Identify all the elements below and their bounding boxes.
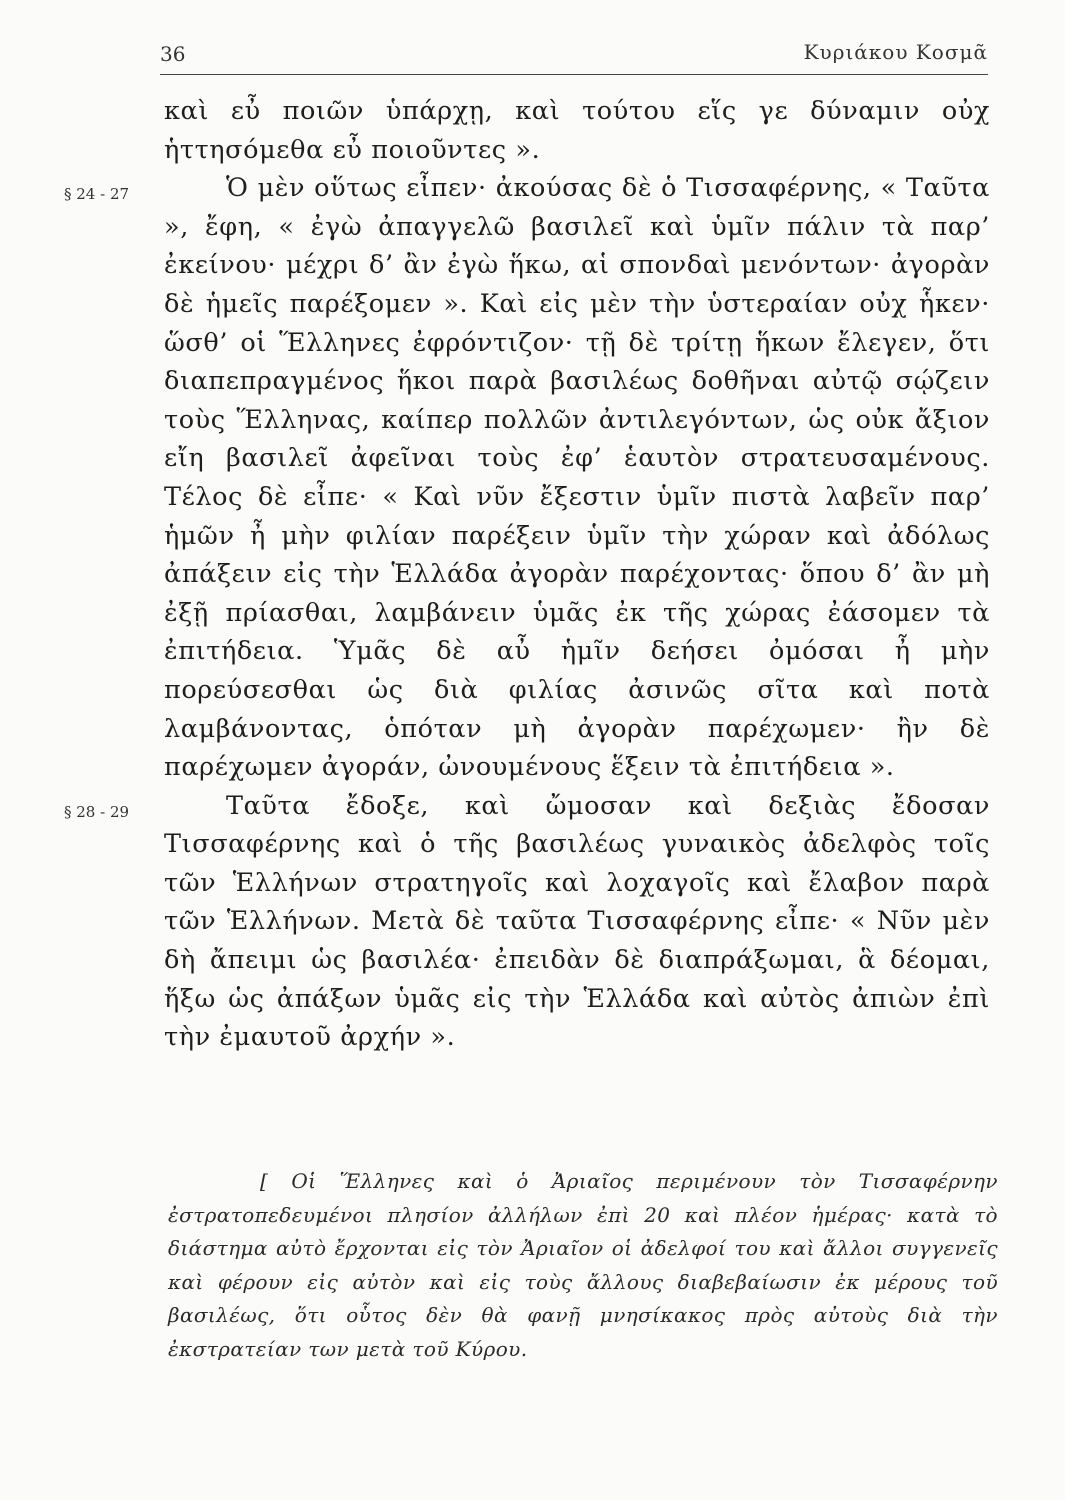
running-head: Κυριάκου Κοσμᾶ — [803, 40, 988, 64]
paragraph-section-24-27 — [64, 169, 990, 787]
body-text — [64, 92, 990, 1057]
section-marker: § 24 - 27 — [64, 185, 130, 204]
section-marker: § 28 - 29 — [64, 802, 130, 821]
paragraph-text: Ταῦτα ἔδοξε, καὶ ὤμοσαν καὶ δεξιὰς ἔδοσαν Τισσαφέρνης καὶ ὁ τῆς βασιλέως γυναικὸς ἀδελφὸς τοῖς τῶν Ἑλλήνων στρατηγοῖς καὶ λοχαγοῖς καὶ ἔλαβον παρὰ τῶν Ἑλλήνων. Μετὰ δὲ ταῦτα Τισσαφέρνης εἶπε· « Νῦν μὲν δὴ ἄπειμι ὡς βασιλέα· ἐπειδὰν δὲ διαπράξωμαι, ἃ δέομαι, ἥξω ὡς ἀπάξων ὑμᾶς εἰς τὴν Ἑλλάδα καὶ αὐτὸς ἀπιὼν ἐπὶ τὴν ἐμαυτοῦ ἀρχήν ». — [164, 790, 990, 1053]
page-number: 36 — [160, 42, 186, 66]
summary-note: [ Οἱ Ἕλληνες καὶ ὁ Ἀριαῖος περιμένουν τὸν Τισσαφέρνην ἐστρατοπεδευμένοι πλησίον ἀλλήλων ἐπὶ 20 καὶ πλέον ἡμέρας· κατὰ τὸ διάστημα αὐτὸ ἔρχονται εἰς τὸν Ἀριαῖον οἱ ἀδελφοί του καὶ ἄλλοι συγγενεῖς καὶ φέρουν εἰς αὐτὸν καὶ εἰς τοὺς ἄλλους διαβεβαίωσιν ἐκ μέρους τοῦ βασιλέως, ὅτι οὗτος δὲν θὰ φανῇ μνησίκακος πρὸς αὐτοὺς διὰ τὴν ἐκστρατείαν των μετὰ τοῦ Κύρου. — [168, 1169, 998, 1361]
page-header — [160, 38, 988, 75]
paragraph-continuation — [164, 92, 990, 169]
paragraph-text: καὶ εὖ ποιῶν ὑπάρχῃ, καὶ τούτου εἵς γε δύναμιν οὐχ ἡττησόμεθα εὖ ποιοῦντες ». — [164, 96, 990, 165]
paragraph-section-28-29 — [64, 787, 990, 1057]
paragraph-text: Ὁ μὲν οὕτως εἶπεν· ἀκούσας δὲ ὁ Τισσαφέρνης, « Ταῦτα », ἔφη, « ἐγὼ ἀπαγγελῶ βασιλεῖ καὶ ὑμῖν πάλιν τὰ παρ’ ἐκείνου· μέχρι δ’ ἂν ἐγὼ ἥκω, αἱ σπονδαὶ μενόντων· ἀγορὰν δὲ ἡμεῖς παρέξομεν ». Καὶ εἰς μὲν τὴν ὑστεραίαν οὐχ ἧκεν· ὥσθ’ οἱ Ἕλληνες ἐφρόντιζον· τῇ δὲ τρίτῃ ἥκων ἔλεγεν, ὅτι διαπεπραγμένος ἥκοι παρὰ βασιλέως δοθῆναι αὐτῷ σῴζειν τοὺς Ἕλληνας, καίπερ πολλῶν ἀντιλεγόντων, ὡς οὐκ ἄξιον εἴη βασιλεῖ ἀφεῖναι τοὺς ἐφ’ ἑαυτὸν στρατευσαμένους. Τέλος δὲ εἶπε· « Καὶ νῦν ἔξεστιν ὑμῖν πιστὰ λαβεῖν παρ’ ἡμῶν ἦ μὴν φιλίαν παρέξειν ὑμῖν τὴν χώραν καὶ ἀδόλως ἀπάξειν εἰς τὴν Ἑλλάδα ἀγορὰν παρέχοντας· ὅπου δ’ ἂν μὴ ἐξῇ πρίασθαι, λαμβάνειν ὑμᾶς ἐκ τῆς χώρας ἐάσομεν τὰ ἐπιτήδεια. Ὑμᾶς δὲ αὖ ἡμῖν δεήσει ὀμόσαι ἦ μὴν πορεύσεσθαι ὡς διὰ φιλίας ἀσινῶς σῖτα καὶ ποτὰ λαμβάνοντας, ὁπόταν μὴ ἀγορὰν παρέχωμεν· ἢν δὲ παρέχωμεν ἀγοράν, ὠνουμένους ἕξειν τὰ ἐπιτήδεια ». — [164, 173, 990, 783]
